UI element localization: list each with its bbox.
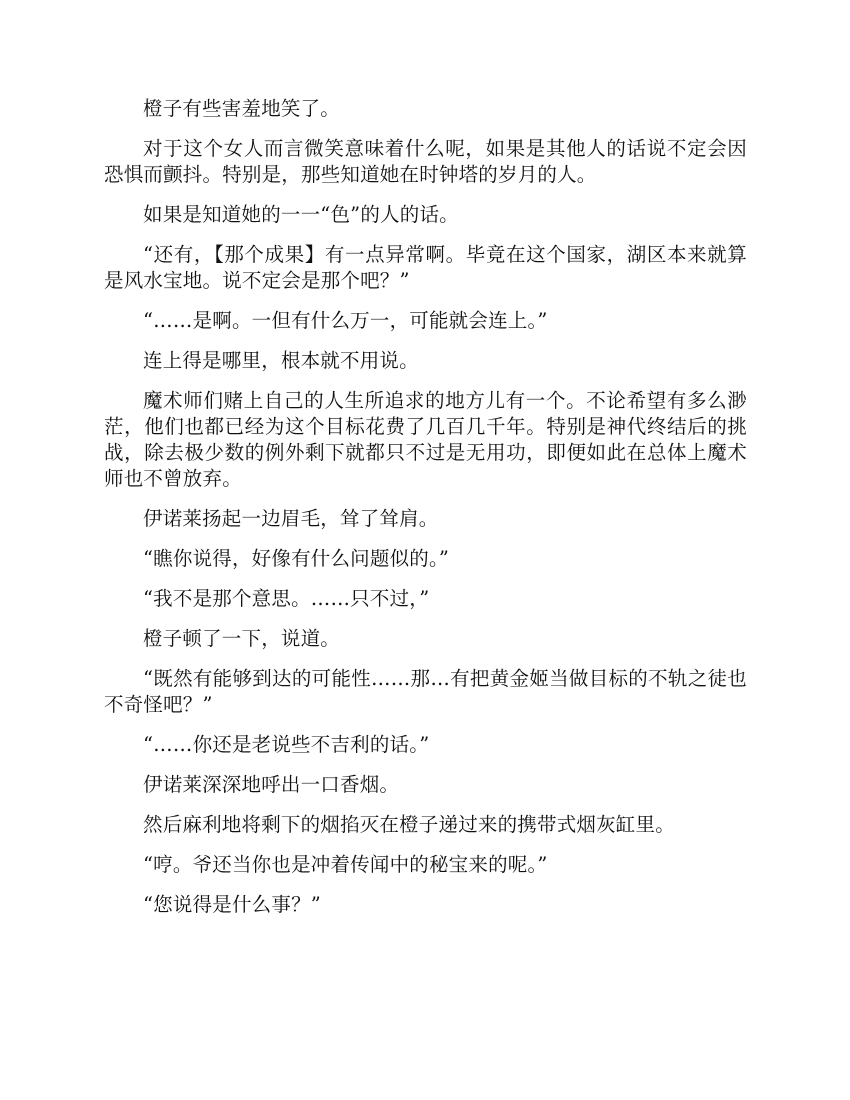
text-body [104, 96, 747, 932]
paragraph: 伊诺莱扬起一边眉毛，耸了耸肩。 [143, 507, 439, 530]
paragraph: “我不是那个意思。……只不过，” [143, 587, 430, 610]
paragraph: “……是啊。一但有什么万一，可能就会连上。” [143, 309, 548, 332]
paragraph: 对于这个女人而言微笑意味着什么呢，如果是其他人的话说不定会因恐惧而颤抖。特别是，那些知道她在时钟塔的岁月的人。 [104, 137, 747, 186]
paragraph: 伊诺莱深深地呼出一口香烟。 [143, 773, 400, 796]
paragraph: 如果是知道她的一一“色”的人的话。 [143, 203, 459, 226]
paragraph: 魔术师们赌上自己的人生所追求的地方儿有一个。不论希望有多么渺茫，他们也都已经为这个目标花费了几百几千年。特别是神代终结后的挑战，除去极少数的例外剩下就都只不过是无用功，即便如此在总体上魔术师也不曾放弃。 [104, 389, 747, 490]
paragraph: 连上得是哪里，根本就不用说。 [143, 349, 419, 372]
paragraph: “既然有能够到达的可能性……那…有把黄金姬当做目标的不轨之徒也不奇怪吧？” [104, 667, 747, 716]
paragraph: “瞧你说得，好像有什么问题似的。” [143, 547, 450, 570]
paragraph: 然后麻利地将剩下的烟掐灭在橙子递过来的携带式烟灰缸里。 [143, 813, 675, 836]
paragraph: “还有，【那个成果】有一点异常啊。毕竟在这个国家，湖区本来就算是风水宝地。说不定会是那个吧？” [104, 243, 747, 292]
paragraph: “您说得是什么事？” [143, 893, 321, 916]
paragraph: 橙子有些害羞地笑了。 [143, 97, 341, 120]
paragraph: 橙子顿了一下，说道。 [143, 627, 341, 650]
paragraph: “……你还是老说些不吉利的话。” [143, 733, 430, 756]
paragraph: “哼。爷还当你也是冲着传闻中的秘宝来的呢。” [143, 853, 548, 876]
